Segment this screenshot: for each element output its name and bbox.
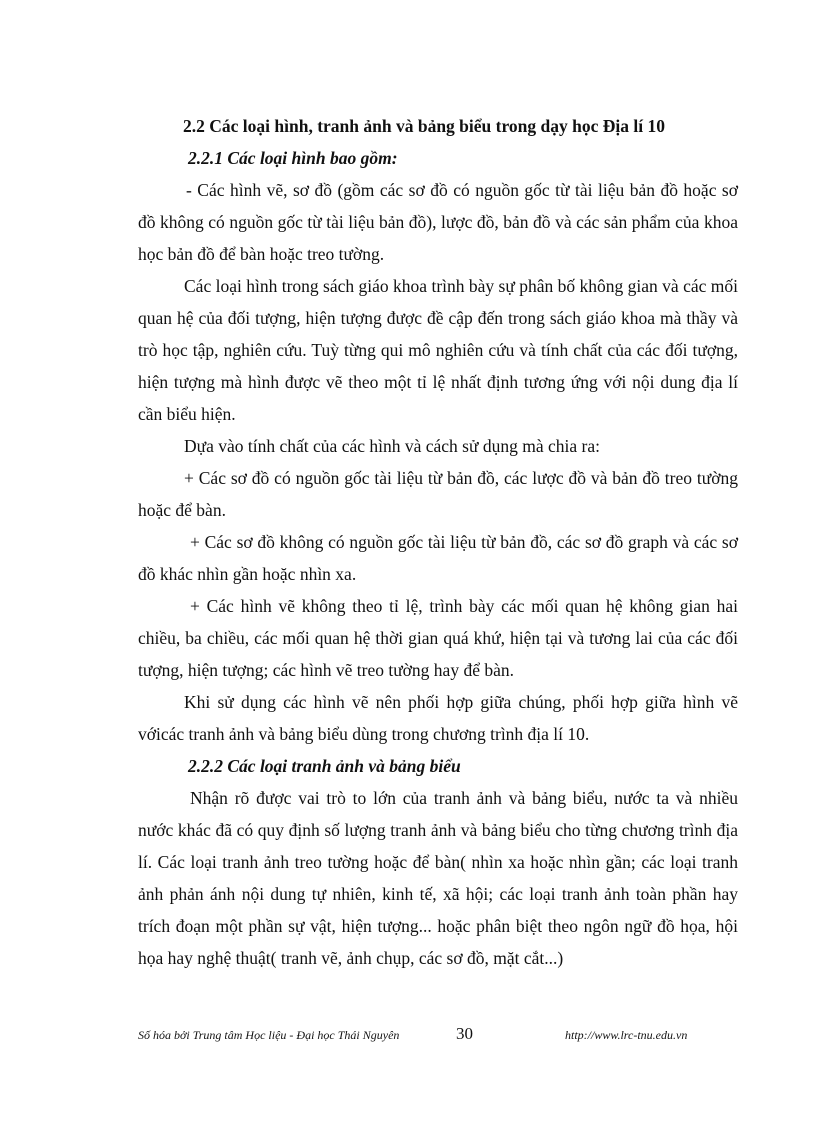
footer-url: http://www.lrc-tnu.edu.vn [565, 1028, 688, 1042]
paragraph: + Các hình vẽ không theo tỉ lệ, trình bày các mối quan hệ không gian hai chiều, ba chiều, các mối quan hệ thời gian quá khứ, hiện tại và tương lai của các đối tượng, hiện tượng; các hình vẽ treo tường hay để bàn. [138, 596, 738, 680]
paragraph: Nhận rõ được vai trò to lớn của tranh ảnh và bảng biểu, nước ta và nhiều nước khác đã có quy định số lượng tranh ảnh và bảng biểu cho từng chương trình địa lí. Các loại tranh ảnh treo tường hoặc để bàn( nhìn xa hoặc nhìn gần; các loại tranh ảnh phản ánh nội dung tự nhiên, kinh tế, xã hội; các loại tranh ảnh toàn phần hay trích đoạn một phần sự vật, hiện tượng... hoặc phân biệt theo ngôn ngữ đồ họa, hội họa hay nghệ thuật( tranh vẽ, ảnh chụp, các sơ đồ, mặt cắt...) [138, 788, 738, 968]
page-content [138, 110, 738, 974]
subsection-heading-2-2-1: 2.2.1 Các loại hình bao gồm: [188, 148, 398, 168]
paragraph: Khi sử dụng các hình vẽ nên phối hợp giữa chúng, phối hợp giữa hình vẽ vớicác tranh ảnh và bảng biểu dùng trong chương trình địa lí 10. [138, 692, 738, 744]
paragraph: + Các sơ đồ không có nguồn gốc tài liệu từ bản đồ, các sơ đồ graph và các sơ đồ khác nhìn gần hoặc nhìn xa. [138, 532, 738, 584]
subsection-heading-2-2-2: 2.2.2 Các loại tranh ảnh và bảng biểu [188, 756, 461, 776]
footer-source-text: Số hóa bởi Trung tâm Học liệu - Đại học Thái Nguyên [138, 1028, 400, 1042]
section-heading: 2.2 Các loại hình, tranh ảnh và bảng biểu trong dạy học Địa lí 10 [183, 116, 665, 136]
paragraph: + Các sơ đồ có nguồn gốc tài liệu từ bản đồ, các lược đồ và bản đồ treo tường hoặc để bàn. [138, 468, 738, 520]
page-footer [138, 1024, 738, 1048]
paragraph: Dựa vào tính chất của các hình và cách sử dụng mà chia ra: [184, 436, 600, 456]
paragraph: Các loại hình trong sách giáo khoa trình bày sự phân bố không gian và các mối quan hệ của đối tượng, hiện tượng được đề cập đến trong sách giáo khoa mà thầy và trò học tập, nghiên cứu. Tuỳ từng qui mô nghiên cứu và tính chất của các đối tượng, hiện tượng mà hình được vẽ theo một tỉ lệ nhất định tương ứng với nội dung địa lí cần biểu hiện. [138, 276, 738, 424]
paragraph: - Các hình vẽ, sơ đồ (gồm các sơ đồ có nguồn gốc từ tài liệu bản đồ hoặc sơ đồ không có nguồn gốc từ tài liệu bản đồ), lược đồ, bản đồ và các sản phẩm của khoa học bản đồ để bàn hoặc treo tường. [138, 180, 738, 264]
page-number: 30 [456, 1024, 473, 1043]
